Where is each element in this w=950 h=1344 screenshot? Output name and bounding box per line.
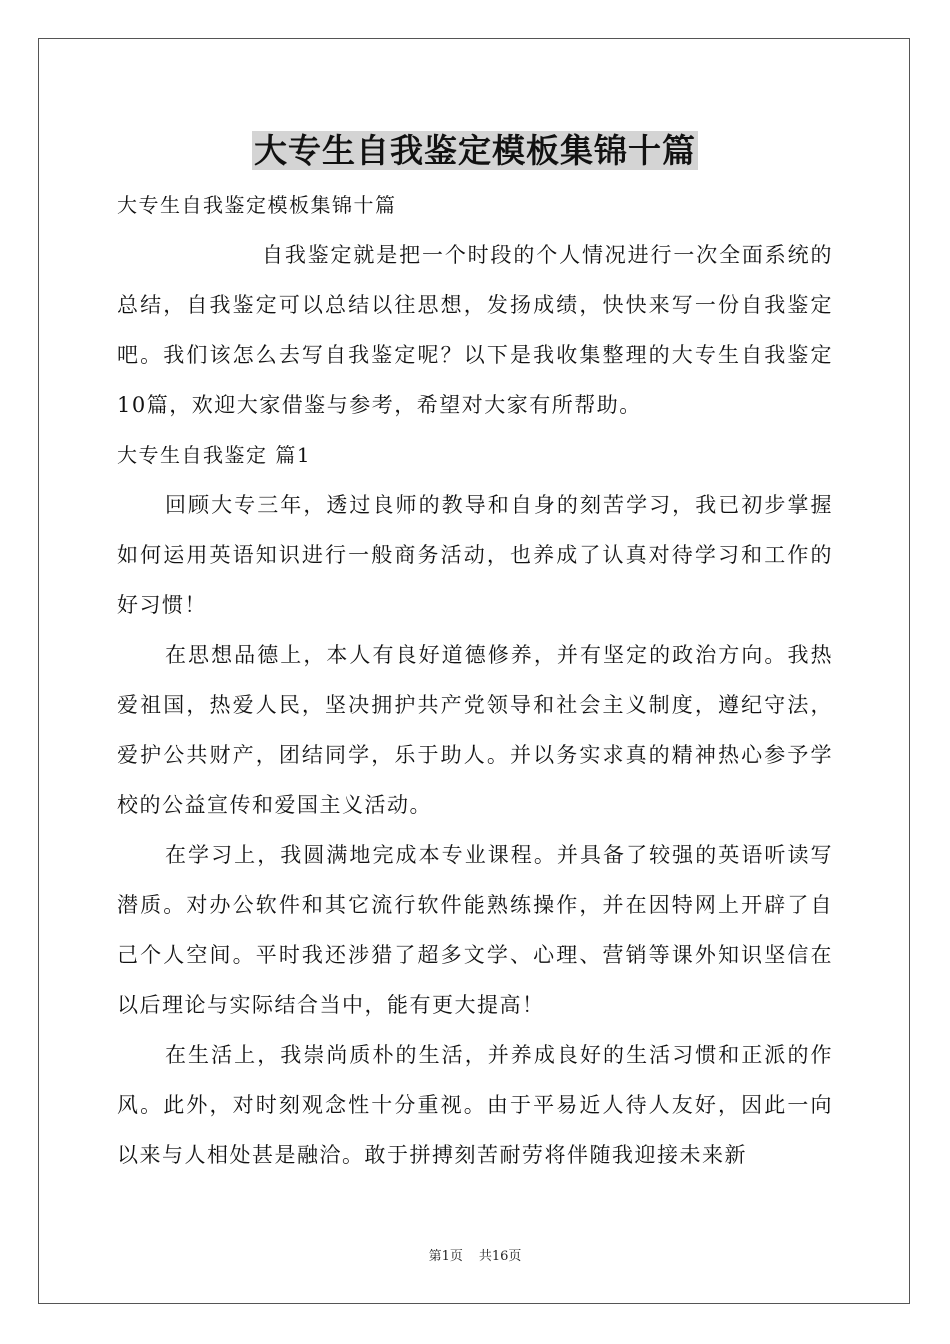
document-title: [0, 128, 950, 174]
document-body: [117, 180, 833, 1180]
page-total: 共16页: [478, 1249, 522, 1264]
section-heading: 大专生自我鉴定 篇1: [117, 443, 312, 467]
body-paragraph: 在思想品德上，本人有良好道德修养，并有坚定的政治方向。我热爱祖国，热爱人民，坚决拥护共产党领导和社会主义制度，遵纪守法，爱护公共财产，团结同学，乐于助人。并以务实求真的精神热心参予学校的公益宣传和爱国主义活动。: [117, 643, 833, 817]
document-subtitle: 大专生自我鉴定模板集锦十篇: [117, 193, 397, 217]
body-paragraph: 回顾大专三年，透过良师的教导和自身的刻苦学习，我已初步掌握如何运用英语知识进行一般商务活动，也养成了认真对待学习和工作的好习惯！: [117, 493, 833, 617]
intro-paragraph: 自我鉴定就是把一个时段的个人情况进行一次全面系统的总结，自我鉴定可以总结以往思想，发扬成绩，快快来写一份自我鉴定吧。我们该怎么去写自我鉴定呢？以下是我收集整理的大专生自我鉴定10篇，欢迎大家借鉴与参考，希望对大家有所帮助。: [117, 243, 833, 417]
page-footer: [0, 1248, 950, 1266]
document-title-text: 大专生自我鉴定模板集锦十篇: [254, 131, 696, 170]
body-paragraph: 在学习上，我圆满地完成本专业课程。并具备了较强的英语听读写潜质。对办公软件和其它流行软件能熟练操作，并在因特网上开辟了自己个人空间。平时我还涉猎了超多文学、心理、营销等课外知识坚信在以后理论与实际结合当中，能有更大提高！: [117, 843, 833, 1017]
body-paragraph: 在生活上，我崇尚质朴的生活，并养成良好的生活习惯和正派的作风。此外，对时刻观念性十分重视。由于平易近人待人友好，因此一向以来与人相处甚是融洽。敢于拼搏刻苦耐劳将伴随我迎接未来新: [117, 1043, 833, 1167]
page-number: 第1页: [428, 1249, 463, 1264]
